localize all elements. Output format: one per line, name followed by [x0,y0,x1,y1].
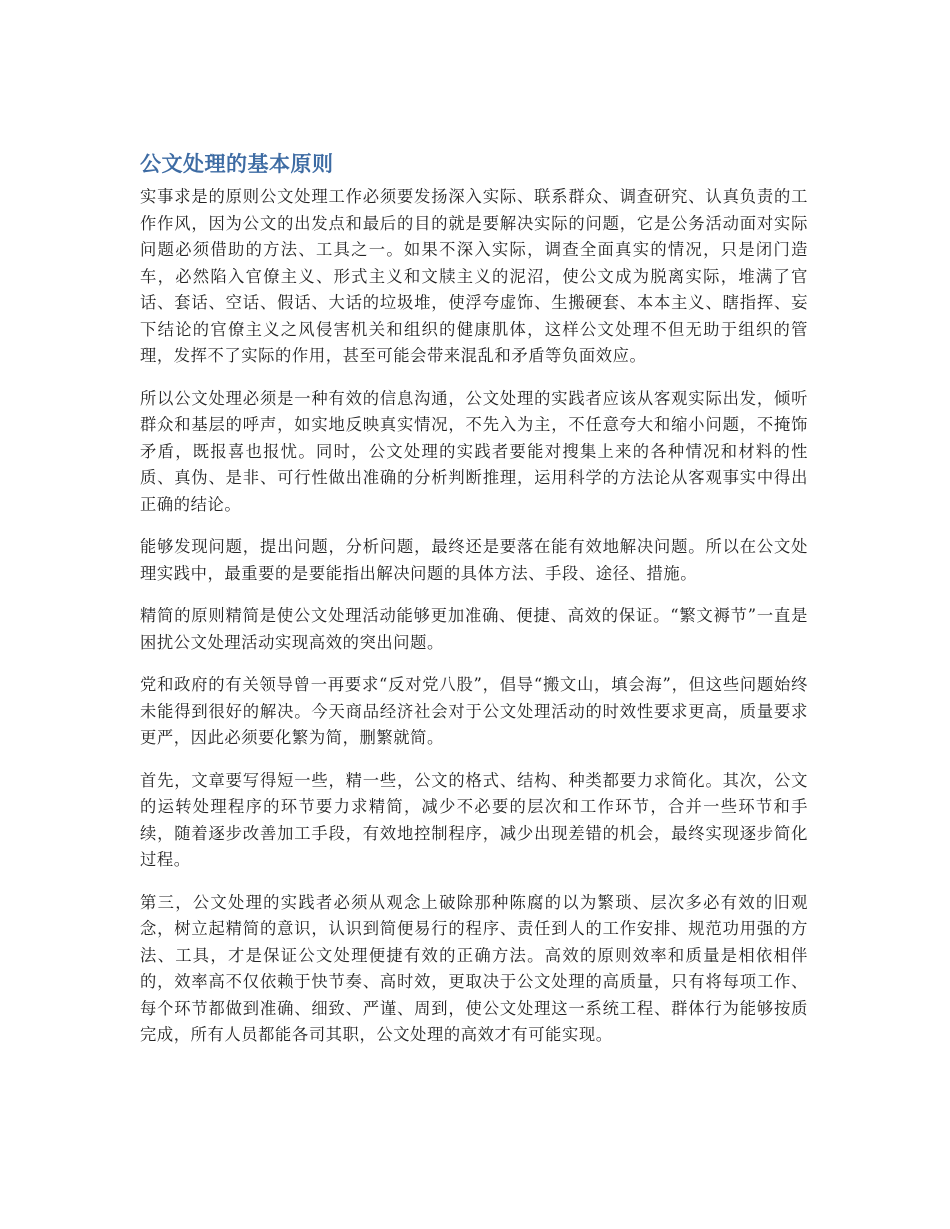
paragraph-2: 所以公文处理必须是一种有效的信息沟通，公文处理的实践者应该从客观实际出发，倾听群众和基层的呼声，如实地反映真实情况，不先入为主，不任意夸大和缩小问题，不掩饰矛盾，既报喜也报忧。同时，公文处理的实践者要能对搜集上来的各种情况和材料的性质、真伪、是非、可行性做出准确的分析判断推理，运用科学的方法论从客观事实中得出正确的结论。 [140,388,808,514]
document-page [140,148,808,1065]
document-title: 公文处理的基本原则 [140,152,334,176]
paragraph-7: 第三，公文处理的实践者必须从观念上破除那种陈腐的以为繁琐、层次多必有效的旧观念，树立起精简的意识，认识到简便易行的程序、责任到人的工作安排、规范功用强的方法、工具，才是保证公文处理便捷有效的正确方法。高效的原则效率和质量是相依相伴的，效率高不仅依赖于快节奏、高时效，更取决于公文处理的高质量，只有将每项工作、每个环节都做到准确、细致、严谨、周到，使公文处理这一系统工程、群体行为能够按质完成，所有人员都能各司其职，公文处理的高效才有可能实现。 [140,892,808,1044]
paragraph-3: 能够发现问题，提出问题，分析问题，最终还是要落在能有效地解决问题。所以在公文处理实践中，最重要的是要能指出解决问题的具体方法、手段、途径、措施。 [140,537,808,583]
paragraph-1: 实事求是的原则公文处理工作必须要发扬深入实际、联系群众、调查研究、认真负责的工作作风，因为公文的出发点和最后的目的就是要解决实际的问题，它是公务活动面对实际问题必须借助的方法、工具之一。如果不深入实际，调查全面真实的情况，只是闭门造车，必然陷入官僚主义、形式主义和文牍主义的泥沼，使公文成为脱离实际，堆满了官话、套话、空话、假话、大话的垃圾堆，使浮夸虚饰、生搬硬套、本本主义、瞎指挥、妄下结论的官僚主义之风侵害机关和组织的健康肌体，这样公文处理不但无助于组织的管理，发挥不了实际的作用，甚至可能会带来混乱和矛盾等负面效应。 [140,187,808,365]
paragraph-6: 首先，文章要写得短一些，精一些，公文的格式、结构、种类都要力求简化。其次，公文的运转处理程序的环节要力求精简，减少不必要的层次和工作环节，合并一些环节和手续，随着逐步改善加工手段，有效地控制程序，减少出现差错的机会，最终实现逐步简化过程。 [140,770,808,869]
paragraph-5: 党和政府的有关领导曾一再要求“反对党八股”，倡导“搬文山，填会海”，但这些问题始终未能得到很好的解决。今天商品经济社会对于公文处理活动的时效性要求更高，质量要求更严，因此必须要化繁为简，删繁就简。 [140,675,808,747]
paragraph-4: 精简的原则精简是使公文处理活动能够更加准确、便捷、高效的保证。“繁文褥节”一直是困扰公文处理活动实现高效的突出问题。 [140,606,808,652]
